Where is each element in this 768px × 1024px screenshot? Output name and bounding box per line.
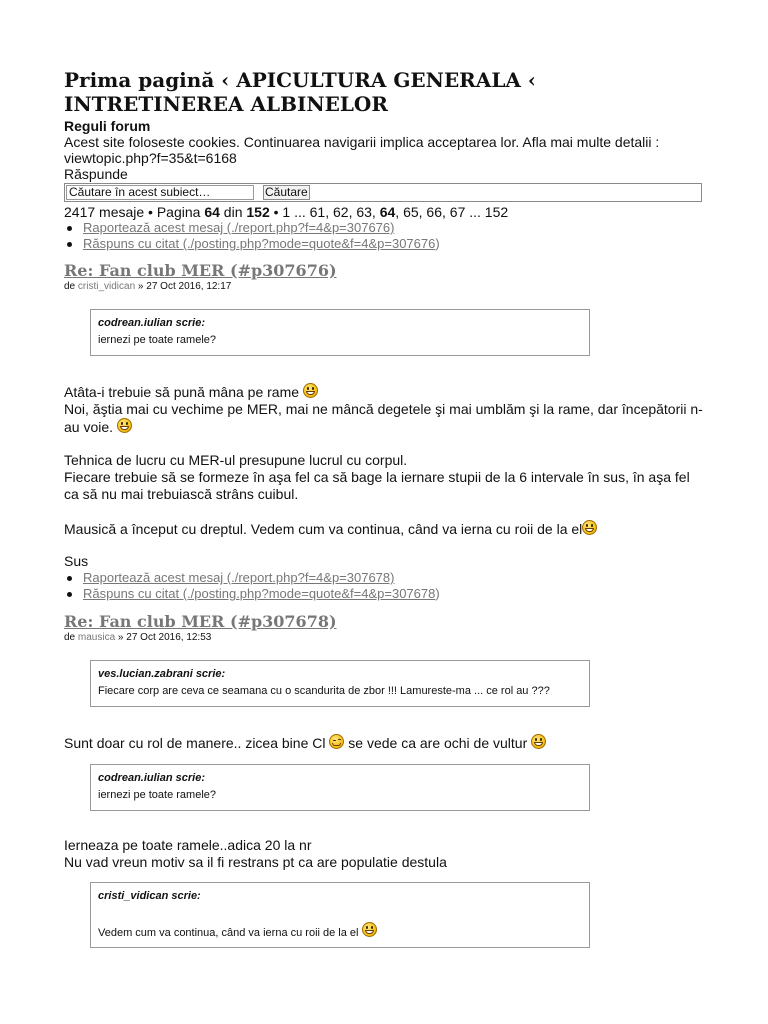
report-post-link[interactable]: Raportează acest mesaj (./report.php?f=4&p=307678) xyxy=(83,570,395,585)
post-author-link[interactable]: cristi_vidican xyxy=(77,281,136,292)
post-text: Atâta-i trebuie să pună mâna pe rame xyxy=(64,384,300,400)
laughing-smiley-icon xyxy=(303,383,318,398)
link-paren: ) xyxy=(435,586,440,601)
post-text: Noi, ăştia mai cu vechime pe MER, mai ne mâncă degetele şi mai umblăm şi la rame, dar începătorii n- xyxy=(64,401,703,417)
post-text: Nu vad vreun motiv sa il fi restrans pt ca are populatie destula xyxy=(64,854,447,870)
post-text: Tehnica de lucru cu MER-ul presupune lucrul cu corpul. xyxy=(64,452,408,468)
byline-prefix: de xyxy=(64,632,78,643)
post-body xyxy=(64,383,704,570)
post-byline xyxy=(64,632,704,644)
list-item xyxy=(64,220,704,236)
quote-box xyxy=(90,309,590,356)
topic-search-bar xyxy=(64,183,702,202)
reply-link[interactable]: Răspunde xyxy=(64,166,128,182)
post-body xyxy=(64,837,704,871)
byline-prefix: de xyxy=(64,281,78,292)
pagination-total-pages: 152 xyxy=(246,204,270,220)
quote-box xyxy=(90,882,590,948)
back-to-top-link[interactable]: Sus xyxy=(64,553,89,569)
page-title: Prima pagină ‹ APICULTURA GENERALA ‹ INTRETINEREA ALBINELOR xyxy=(64,68,536,116)
link-paren: ) xyxy=(435,236,440,251)
cookie-notice: Acest site foloseste cookies. Continuarea navigarii implica acceptarea lor. Afla mai multe detalii : xyxy=(64,134,660,150)
winking-smiley-icon xyxy=(329,734,344,749)
pagination-links[interactable]: • 1 ... 61, 62, 63, xyxy=(269,204,380,220)
quote-author: cristi_vidican scrie: xyxy=(98,890,201,902)
post-title[interactable]: Re: Fan club MER (#p307678) xyxy=(64,612,337,631)
laughing-smiley-icon xyxy=(362,922,377,937)
pagination xyxy=(64,204,704,220)
topic-path: viewtopic.php?f=35&t=6168 xyxy=(64,150,237,166)
quote-box xyxy=(90,660,590,707)
post-text: Sunt doar cu rol de manere.. zicea bine Cl xyxy=(64,735,326,751)
post-text: Fiecare trebuie să se formeze în aşa fel ca să bage la iernare stupii de la 6 intervale în sus, în aşa fel xyxy=(64,469,690,485)
report-post-link[interactable]: Raportează acest mesaj (./report.php?f=4&p=307676) xyxy=(83,220,395,235)
list-item xyxy=(64,586,704,602)
post-text: au voie. xyxy=(64,419,114,435)
pagination-links-next[interactable]: , 65, 66, 67 ... 152 xyxy=(395,204,509,220)
list-item xyxy=(64,236,704,252)
pagination-count: 2417 mesaje • Pagina xyxy=(64,204,205,220)
quote-text: iernezi pe toate ramele? xyxy=(98,789,217,801)
post-body xyxy=(64,734,704,752)
quote-text: Vedem cum va continua, când va ierna cu roii de la el xyxy=(98,927,359,939)
post-actions xyxy=(64,570,704,602)
search-button[interactable]: Căutare xyxy=(265,185,308,199)
post-text: ca să nu mai trebuiască strâns cuibul. xyxy=(64,486,299,502)
post-text: se vede ca are ochi de vultur xyxy=(344,735,528,751)
list-item xyxy=(64,570,704,586)
post-title[interactable]: Re: Fan club MER (#p307676) xyxy=(64,261,337,280)
post-byline xyxy=(64,281,704,293)
pagination-of: din xyxy=(219,204,247,220)
post-307676 xyxy=(64,261,704,602)
quote-text: Fiecare corp are ceva ce seamana cu o scandurita de zbor !!! Lamureste-ma ... ce rol au ??? xyxy=(98,685,550,697)
quote-reply-link[interactable]: Răspuns cu citat (./posting.php?mode=quote&f=4&p=307678 xyxy=(83,586,436,601)
quote-box xyxy=(90,764,590,811)
post-text: Ierneaza pe toate ramele..adica 20 la nr xyxy=(64,837,312,853)
post-date: » 27 Oct 2016, 12:53 xyxy=(115,632,212,643)
pagination-current-page: 64 xyxy=(204,204,220,220)
post-307678 xyxy=(64,612,704,948)
post-author-link[interactable]: mausica xyxy=(77,632,116,643)
laughing-smiley-icon xyxy=(117,418,132,433)
quote-author: codrean.iulian scrie: xyxy=(98,317,205,329)
search-input[interactable] xyxy=(66,185,254,200)
quote-reply-link[interactable]: Răspuns cu citat (./posting.php?mode=quote&f=4&p=307676 xyxy=(83,236,436,251)
quote-author: ves.lucian.zabrani scrie: xyxy=(98,668,226,680)
post-date: » 27 Oct 2016, 12:17 xyxy=(135,281,232,292)
pagination-active-page: 64 xyxy=(379,204,396,220)
quote-author: codrean.iulian scrie: xyxy=(98,772,205,784)
post-text: Mausică a început cu dreptul. Vedem cum va continua, când va ierna cu roii de la el xyxy=(64,521,583,537)
post-actions-top xyxy=(64,220,704,252)
forum-rules-link[interactable]: Reguli forum xyxy=(64,118,151,134)
laughing-smiley-icon xyxy=(582,520,597,535)
laughing-smiley-icon xyxy=(531,734,546,749)
quote-text: iernezi pe toate ramele? xyxy=(98,334,217,346)
